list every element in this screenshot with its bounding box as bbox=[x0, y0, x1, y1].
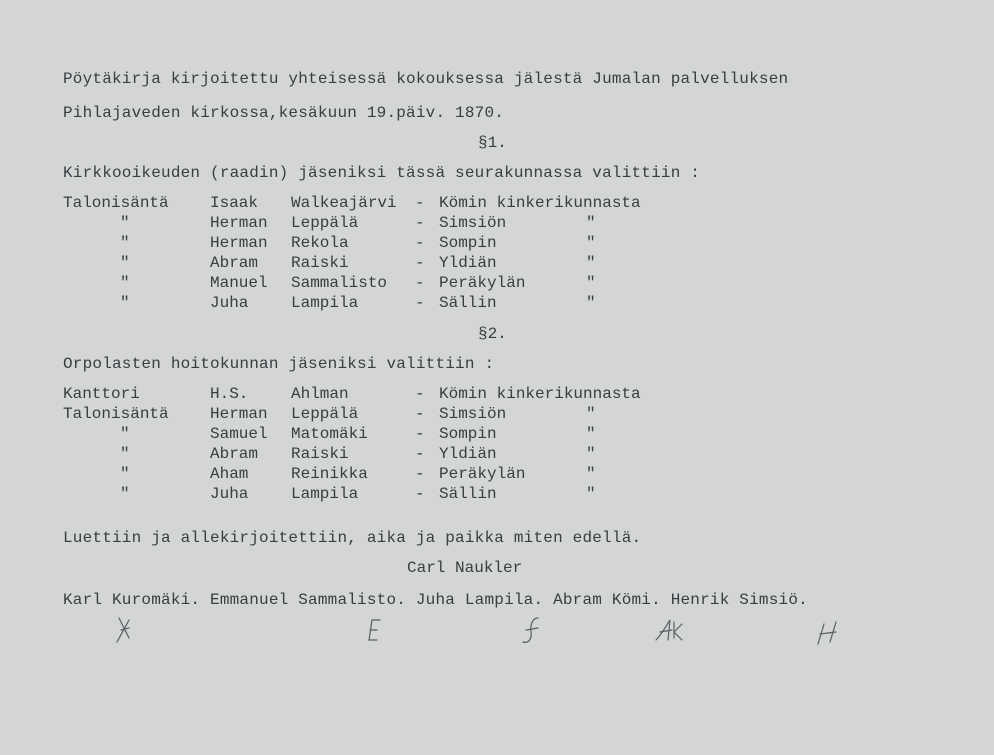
row-first-name: Herman bbox=[210, 405, 268, 423]
table-row bbox=[63, 254, 596, 274]
table-row bbox=[63, 485, 596, 505]
section-2-intro: Orpolasten hoitokunnan jäseniksi valittiin : bbox=[63, 355, 495, 373]
row-place: Kömin kinkerikunnasta bbox=[439, 385, 641, 403]
row-dash: - bbox=[415, 445, 425, 463]
handwritten-mark-4-icon bbox=[652, 612, 692, 652]
row-title: Talonisäntä bbox=[63, 194, 169, 212]
row-dash: - bbox=[415, 254, 425, 272]
row-last-name: Lampila bbox=[291, 294, 359, 312]
section-1-marker: §1. bbox=[478, 134, 507, 152]
row-first-name: Manuel bbox=[210, 274, 268, 292]
row-first-name: Herman bbox=[210, 214, 268, 232]
table-row bbox=[63, 294, 596, 314]
header-line-2: Pihlajaveden kirkossa,kesäkuun 19.päiv. 1870. bbox=[63, 104, 505, 122]
row-place: Sällin bbox=[439, 485, 497, 503]
signers-line: Karl Kuromäki. Emmanuel Sammalisto. Juha Lampila. Abram Kömi. Henrik Simsiö. bbox=[63, 591, 808, 609]
row-dash: - bbox=[415, 485, 425, 503]
row-last-name: Matomäki bbox=[291, 425, 368, 443]
row-last-name: Leppälä bbox=[291, 214, 359, 232]
row-dash: - bbox=[415, 294, 425, 312]
table-row bbox=[63, 445, 596, 465]
row-title: " bbox=[120, 254, 130, 272]
row-title: " bbox=[120, 425, 130, 443]
row-first-name: Juha bbox=[210, 485, 249, 503]
row-title: Kanttori bbox=[63, 385, 140, 403]
row-ditto: " bbox=[586, 465, 596, 483]
row-title: " bbox=[120, 445, 130, 463]
row-place: Kömin kinkerikunnasta bbox=[439, 194, 641, 212]
row-ditto: " bbox=[586, 485, 596, 503]
row-dash: - bbox=[415, 425, 425, 443]
closing-statement: Luettiin ja allekirjoitettiin, aika ja paikka miten edellä. bbox=[63, 529, 642, 547]
row-place: Peräkylän bbox=[439, 465, 526, 483]
row-title: " bbox=[120, 234, 130, 252]
handwritten-mark-1-icon bbox=[105, 612, 145, 652]
row-ditto: " bbox=[586, 425, 596, 443]
row-dash: - bbox=[415, 465, 425, 483]
row-place: Simsiön bbox=[439, 405, 507, 423]
row-last-name: Rekola bbox=[291, 234, 349, 252]
handwritten-mark-2-icon bbox=[358, 612, 398, 652]
row-first-name: Samuel bbox=[210, 425, 268, 443]
row-dash: - bbox=[415, 405, 425, 423]
table-row bbox=[63, 194, 641, 214]
row-first-name: Juha bbox=[210, 294, 249, 312]
section-2-marker: §2. bbox=[478, 325, 507, 343]
row-last-name: Raiski bbox=[291, 254, 349, 272]
row-last-name: Walkeajärvi bbox=[291, 194, 397, 212]
row-last-name: Lampila bbox=[291, 485, 359, 503]
row-first-name: Herman bbox=[210, 234, 268, 252]
handwritten-mark-5-icon bbox=[810, 612, 850, 652]
row-first-name: Abram bbox=[210, 445, 259, 463]
row-last-name: Reinikka bbox=[291, 465, 368, 483]
row-title: " bbox=[120, 214, 130, 232]
handwritten-mark-3-icon bbox=[512, 612, 552, 652]
row-place: Simsiön bbox=[439, 214, 507, 232]
row-ditto: " bbox=[586, 254, 596, 272]
row-dash: - bbox=[415, 214, 425, 232]
row-ditto: " bbox=[586, 445, 596, 463]
row-place: Yldiän bbox=[439, 445, 497, 463]
row-dash: - bbox=[415, 234, 425, 252]
row-first-name: Aham bbox=[210, 465, 249, 483]
row-place: Yldiän bbox=[439, 254, 497, 272]
row-last-name: Sammalisto bbox=[291, 274, 388, 292]
row-title: " bbox=[120, 485, 130, 503]
row-first-name: H.S. bbox=[210, 385, 249, 403]
row-title: " bbox=[120, 274, 130, 292]
section-1-intro: Kirkkooikeuden (raadin) jäseniksi tässä seurakunnassa valittiin : bbox=[63, 164, 701, 182]
row-last-name: Raiski bbox=[291, 445, 349, 463]
row-last-name: Ahlman bbox=[291, 385, 349, 403]
row-first-name: Abram bbox=[210, 254, 259, 272]
row-place: Sompin bbox=[439, 425, 497, 443]
table-row bbox=[63, 405, 596, 425]
row-ditto: " bbox=[586, 214, 596, 232]
row-title: " bbox=[120, 294, 130, 312]
row-ditto: " bbox=[586, 405, 596, 423]
row-ditto: " bbox=[586, 274, 596, 292]
table-row bbox=[63, 274, 596, 294]
table-row bbox=[63, 425, 596, 445]
row-dash: - bbox=[415, 274, 425, 292]
table-row bbox=[63, 234, 596, 254]
row-title: " bbox=[120, 465, 130, 483]
row-dash: - bbox=[415, 385, 425, 403]
header-line-1: Pöytäkirja kirjoitettu yhteisessä kokouksessa jälestä Jumalan palvelluksen bbox=[63, 70, 789, 88]
row-place: Sällin bbox=[439, 294, 497, 312]
row-dash: - bbox=[415, 194, 425, 212]
chair-name: Carl Naukler bbox=[407, 559, 523, 577]
row-ditto: " bbox=[586, 234, 596, 252]
table-row bbox=[63, 385, 641, 405]
row-first-name: Isaak bbox=[210, 194, 259, 212]
row-ditto: " bbox=[586, 294, 596, 312]
row-title: Talonisäntä bbox=[63, 405, 169, 423]
table-row bbox=[63, 214, 596, 234]
table-row bbox=[63, 465, 596, 485]
row-place: Sompin bbox=[439, 234, 497, 252]
row-place: Peräkylän bbox=[439, 274, 526, 292]
row-last-name: Leppälä bbox=[291, 405, 359, 423]
